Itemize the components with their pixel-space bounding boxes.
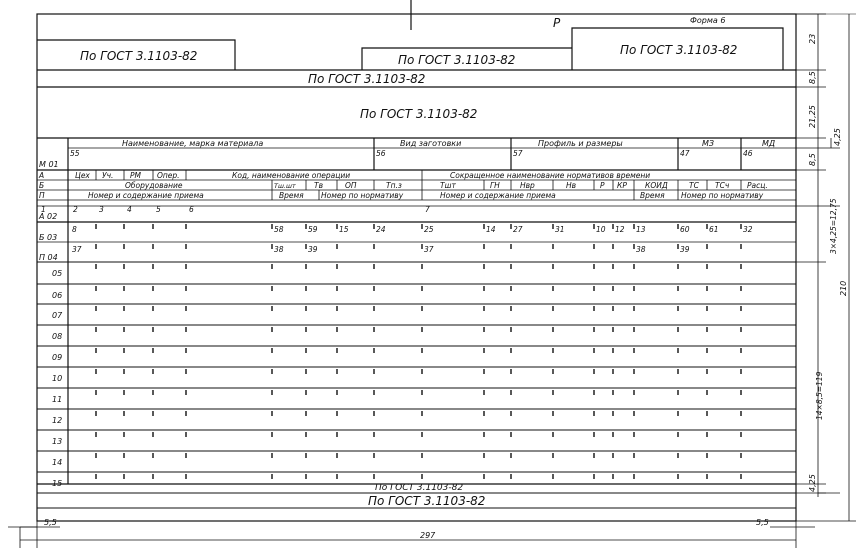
- hdr-material: Наименование, марка материала: [122, 139, 264, 148]
- row-p04-num: 38: [274, 245, 284, 254]
- dim-5-5-right: 5,5: [756, 518, 769, 527]
- gost-band: По ГОСТ 3.1103-82: [308, 72, 426, 86]
- row-p04-num: 37: [424, 245, 434, 254]
- gost-main: По ГОСТ 3.1103-82: [360, 107, 478, 121]
- gost-bottom-1: По ГОСТ 3.1103-82: [375, 483, 464, 493]
- dim-3x4-25: 3×4,25=12,75: [829, 198, 838, 254]
- row-b03-num: 32: [743, 225, 753, 234]
- row-1-num: 4: [127, 205, 132, 214]
- row-1-num: 5: [156, 205, 161, 214]
- row-b03-num: 61: [709, 225, 719, 234]
- hdr-oper: Опер.: [157, 171, 180, 180]
- row-b03-num: 60: [680, 225, 690, 234]
- hdr-blank-type: Вид заготовки: [400, 139, 462, 148]
- row-numbers: [52, 269, 63, 488]
- hdr-tsht: Тш.шт: [274, 182, 296, 190]
- hdr-rasch: Расц.: [747, 181, 768, 190]
- row-number: 14: [52, 458, 63, 467]
- row-p04-num: 39: [308, 245, 318, 254]
- row-number: 07: [52, 311, 63, 320]
- row-number: 10: [52, 374, 63, 383]
- hdr-oborud: Оборудование: [125, 181, 183, 190]
- hdr-op: ОП: [345, 181, 357, 190]
- gost-top-left: По ГОСТ 3.1103-82: [80, 49, 198, 63]
- row-b03-num: 58: [274, 225, 284, 234]
- hdr-tsht2: Тшт: [440, 181, 456, 190]
- hdr-nomer: Номер и содержание приема: [88, 191, 204, 200]
- row-b03-num: 31: [555, 225, 565, 234]
- row-p04-numbers: [72, 245, 690, 254]
- dim-4-25a: 4,25: [833, 128, 842, 146]
- dim-297: 297: [420, 531, 436, 540]
- row-b03-num: 10: [596, 225, 606, 234]
- gost-bottom-2: По ГОСТ 3.1103-82: [368, 494, 486, 508]
- hdr-md: МД: [762, 139, 776, 148]
- hdr-kr: КР: [617, 181, 627, 190]
- row-number: 09: [52, 353, 63, 362]
- hdr-rm: РМ: [130, 171, 141, 180]
- row-p04-label: П 04: [39, 253, 58, 262]
- hdr-nv: Нв: [566, 181, 577, 190]
- row-1-num: 1: [41, 205, 46, 214]
- dim-23: 23: [808, 33, 817, 44]
- row-b03-num: 15: [339, 225, 349, 234]
- hdr-vremya: Время: [279, 191, 304, 200]
- form-frame: [37, 14, 796, 521]
- row-number: 05: [52, 269, 63, 278]
- row-a02-label: А 02: [39, 212, 58, 221]
- row-number: 15: [52, 479, 63, 488]
- row-p-letter: П: [39, 191, 45, 200]
- row-number: 12: [52, 416, 63, 425]
- row-1-num: 6: [189, 205, 194, 214]
- dim-210: 210: [839, 280, 848, 296]
- row-b03-num: 14: [486, 225, 496, 234]
- row-p04-num: 39: [680, 245, 690, 254]
- hdr-tcch: ТСч: [715, 181, 730, 190]
- gost-top-mid: По ГОСТ 3.1103-82: [398, 53, 516, 67]
- hdr-tc: ТС: [689, 181, 699, 190]
- dim-8-5a: 8,5: [808, 71, 817, 84]
- dim-5-5-left: 5,5: [44, 518, 57, 527]
- row-b03-num: 12: [615, 225, 625, 234]
- row-1-num: 7: [425, 205, 430, 214]
- row-number: 11: [52, 395, 63, 404]
- hdr-sokr: Сокращенное наименование нормативов времени: [450, 171, 651, 180]
- row-b03-num: 25: [424, 225, 434, 234]
- gost-top-right: По ГОСТ 3.1103-82: [620, 43, 738, 57]
- dim-8-5b: 8,5: [808, 153, 817, 166]
- hdr-ceh: Цех: [75, 171, 90, 180]
- hdr-koid: КОИД: [645, 181, 668, 190]
- hdr-vremya2: Время: [640, 191, 665, 200]
- dim-14x8-5: 14×8,5=119: [815, 371, 824, 420]
- row-b03-numbers: [72, 225, 753, 234]
- row-p04-num: 38: [636, 245, 646, 254]
- hdr-nomer-norm2: Номер по нормативу: [681, 191, 764, 200]
- hdr-r: Р: [600, 181, 605, 190]
- hdr-tv: Тв: [314, 181, 324, 190]
- hdr-nomer-norm: Номер по нормативу: [321, 191, 404, 200]
- n57: 57: [513, 149, 523, 158]
- hdr-mz: МЗ: [702, 139, 715, 148]
- row-b03-num: 59: [308, 225, 318, 234]
- n56: 56: [376, 149, 386, 158]
- row-b03-num: 24: [376, 225, 386, 234]
- forma-label: Форма 6: [690, 16, 726, 25]
- n47: 47: [680, 149, 690, 158]
- hdr-profile: Профиль и размеры: [538, 139, 623, 148]
- row-a-letter: А: [39, 171, 45, 180]
- row-b-letter: Б: [39, 181, 45, 190]
- row-number: 06: [52, 291, 63, 300]
- row-p04-num: 37: [72, 245, 82, 254]
- hdr-nvr: Нвр: [520, 181, 535, 190]
- row-b03-num: 13: [636, 225, 646, 234]
- n55: 55: [70, 149, 80, 158]
- row-m-label: М 01: [39, 160, 59, 169]
- row-b03-num: 27: [513, 225, 523, 234]
- row-b03-num: 8: [72, 225, 77, 234]
- hdr-tpz: Тп.з: [386, 181, 402, 190]
- hdr-kod: Код, наименование операции: [232, 171, 351, 180]
- row-1-num: 2: [73, 205, 78, 214]
- row-number: 13: [52, 437, 63, 446]
- hdr-uch: Уч.: [102, 171, 114, 180]
- n46: 46: [743, 149, 753, 158]
- row-1-num: 3: [99, 205, 104, 214]
- row-number: 08: [52, 332, 63, 341]
- dim-21-25: 21,25: [808, 105, 817, 128]
- hdr-gn: ГН: [490, 181, 500, 190]
- top-marker: P: [553, 16, 561, 30]
- row-b03-label: Б 03: [39, 233, 58, 242]
- hdr-nomer2: Номер и содержание приема: [440, 191, 556, 200]
- dim-4-25b: 4,25: [808, 474, 817, 492]
